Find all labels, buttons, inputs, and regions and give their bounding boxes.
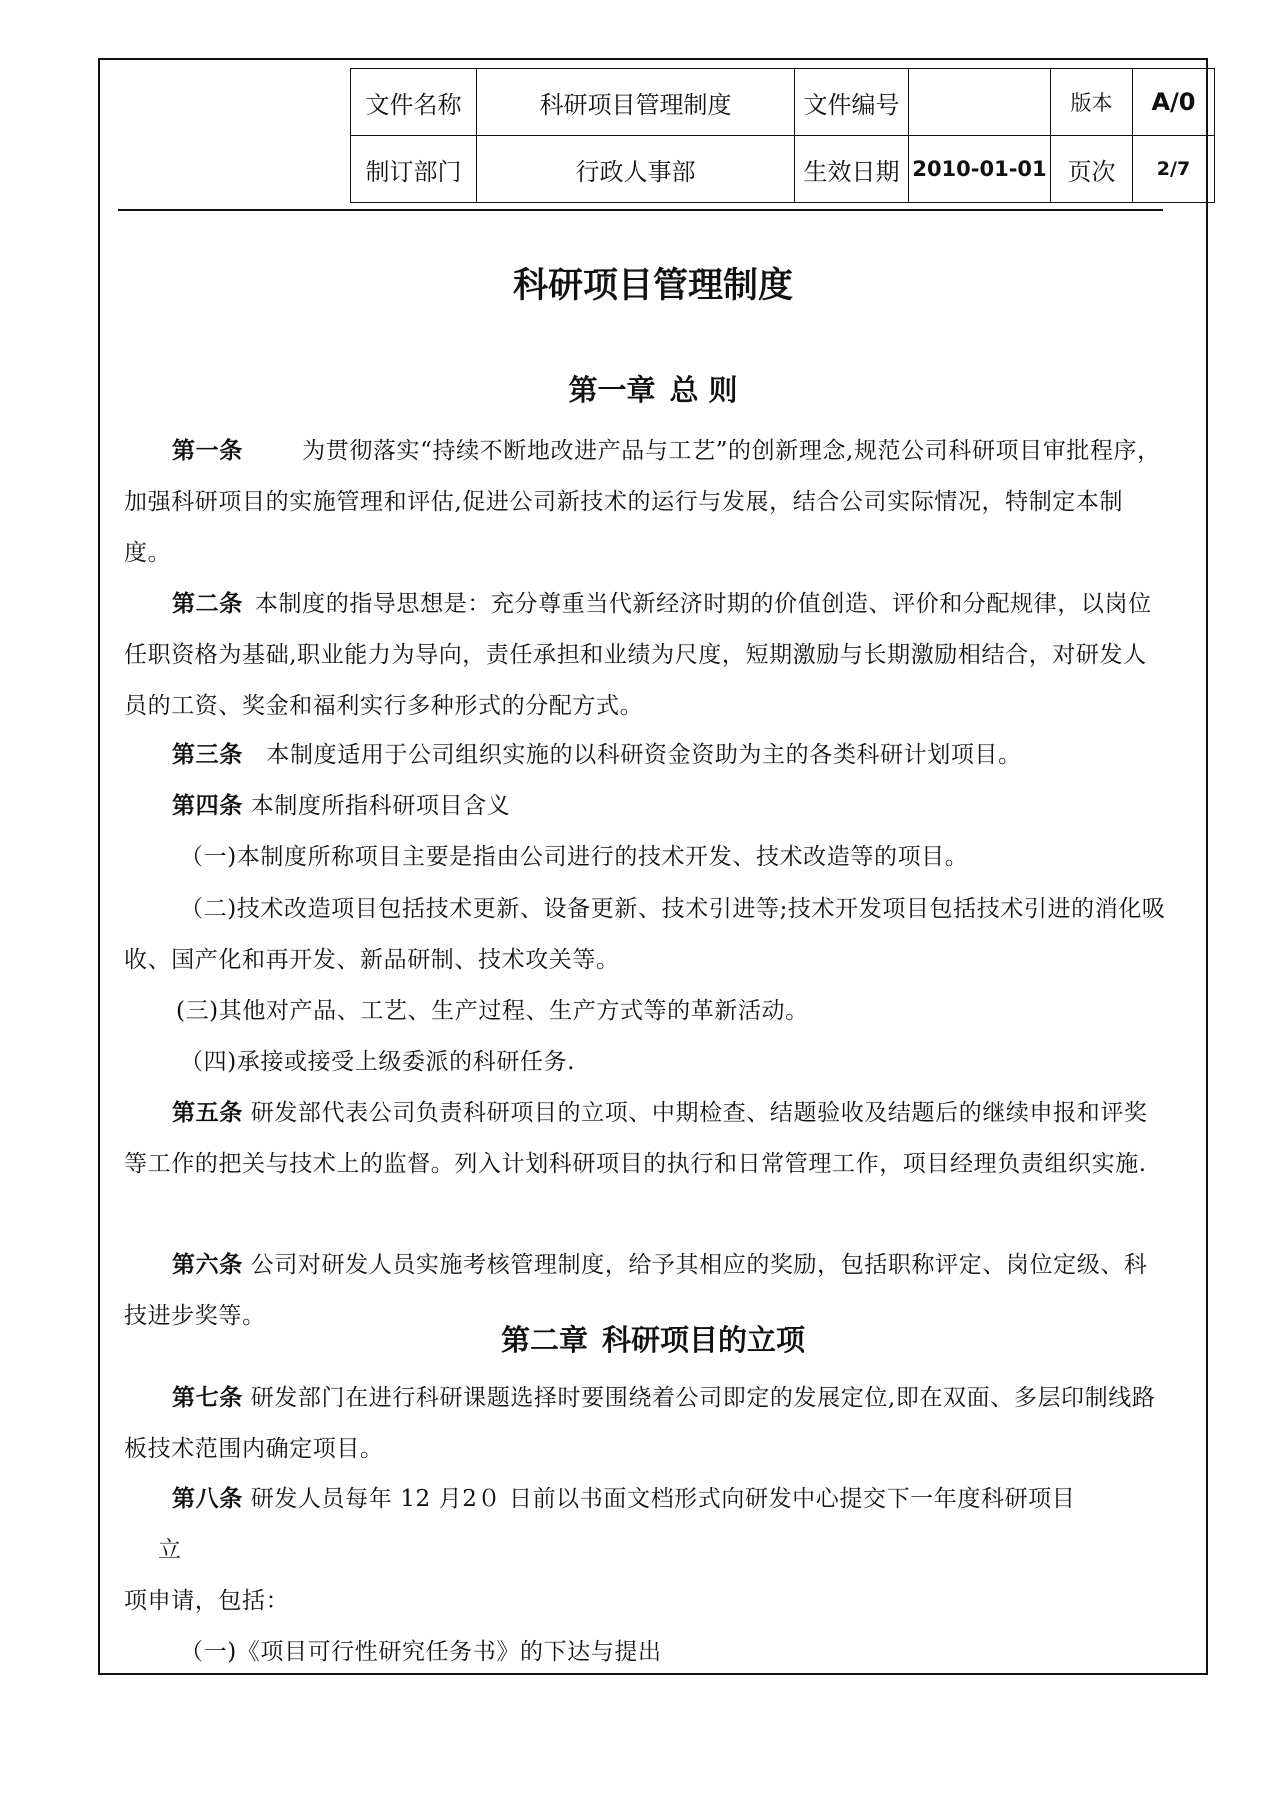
dept-value: 行政人事部 — [477, 136, 795, 203]
article-8-continuation: 项申请，包括： — [124, 1588, 290, 1614]
page-label: 页次 — [1051, 136, 1133, 203]
article-text: 公司对研发人员实施考核管理制度，给予其相应的奖励，包括职称评定、岗位定级、科技进步奖等。 — [124, 1252, 1148, 1329]
article-label: 第六条 — [172, 1252, 243, 1278]
article-text: 研发部代表公司负责科研项目的立项、中期检查、结题验收及结题后的继续申报和评奖等工作的把关与技术上的监督。列入计划科研项目的执行和日常管理工作，项目经理负责组织实施. — [124, 1100, 1148, 1177]
page-number: 2/7 — [1133, 136, 1215, 203]
article-4-item-1: （一)本制度所称项目主要是指由公司进行的技术开发、技术改造等的项目。 — [180, 844, 969, 870]
article-7 — [124, 1373, 1169, 1475]
article-label: 第二条 — [172, 591, 243, 617]
article-label: 第一条 — [172, 438, 243, 464]
chapter-heading-2 — [98, 1318, 1208, 1359]
header-divider — [118, 209, 1163, 211]
article-2 — [124, 579, 1169, 732]
article-4-item-2: （二)技术改造项目包括技术更新、设备更新、技术引进等;技术开发项目包括技术引进的消化吸收、国产化和再开发、新品研制、技术攻关等。 — [124, 896, 1166, 973]
article-3 — [124, 730, 1169, 781]
document-title: 科研项目管理制度 — [512, 266, 793, 306]
article-label: 第七条 — [172, 1385, 243, 1411]
article-5 — [124, 1088, 1169, 1190]
file-no-value — [909, 69, 1051, 136]
effective-date-value: 2010-01-01 — [909, 136, 1051, 203]
article-label: 第五条 — [172, 1100, 243, 1126]
article-text: 本制度适用于公司组织实施的以科研资金资助为主的各类科研计划项目。 — [266, 742, 1022, 768]
file-no-label: 文件编号 — [795, 69, 909, 136]
chapter-heading-1 — [98, 368, 1208, 409]
article-4 — [124, 781, 1169, 832]
article-4-item-3: (三)其他对产品、工艺、生产过程、生产方式等的革新活动。 — [176, 998, 809, 1024]
article-4-item-4: （四)承接或接受上级委派的科研任务. — [180, 1049, 576, 1075]
file-name-label: 文件名称 — [351, 69, 477, 136]
version-value: A/0 — [1133, 69, 1215, 136]
article-label: 第三条 — [172, 742, 243, 768]
article-label: 第四条 — [172, 793, 243, 819]
article-text: 为贯彻落实“持续不断地改进产品与工艺”的创新理念,规范公司科研项目审批程序，加强科研项目的实施管理和评估,促进公司新技术的运行与发展，结合公司实际情况，特制定本制度。 — [124, 438, 1161, 566]
article-8-wrap: 立 — [158, 1537, 182, 1563]
effective-date-label: 生效日期 — [795, 136, 909, 203]
document-header-table — [350, 68, 1215, 203]
article-1 — [124, 426, 1169, 579]
chapter-number: 第一章 — [568, 373, 656, 407]
article-text: 研发人员每年 12 月2０ 日前以书面文档形式向研发中心提交下一年度科研项目 — [250, 1486, 1076, 1512]
chapter-name: 科研项目的立项 — [602, 1323, 806, 1357]
file-name-value: 科研项目管理制度 — [477, 69, 795, 136]
chapter-number: 第二章 — [500, 1323, 588, 1357]
article-text: 研发部门在进行科研课题选择时要围绕着公司即定的发展定位,即在双面、多层印制线路板技术范围内确定项目。 — [124, 1385, 1156, 1462]
dept-label: 制订部门 — [351, 136, 477, 203]
article-8 — [124, 1474, 1169, 1525]
chapter-name: 总 则 — [669, 373, 738, 407]
version-label: 版本 — [1051, 69, 1133, 136]
article-label: 第八条 — [172, 1486, 243, 1512]
article-text: 本制度所指科研项目含义 — [250, 793, 511, 819]
article-8-item-1: （一)《项目可行性研究任务书》的下达与提出 — [180, 1639, 662, 1665]
article-text: 本制度的指导思想是：充分尊重当代新经济时期的价值创造、评价和分配规律，以岗位任职资格为基础,职业能力为导向，责任承担和业绩为尺度，短期激励与长期激励相结合，对研发人员的工资、奖金和福利实行多种形式的分配方式。 — [124, 591, 1152, 719]
